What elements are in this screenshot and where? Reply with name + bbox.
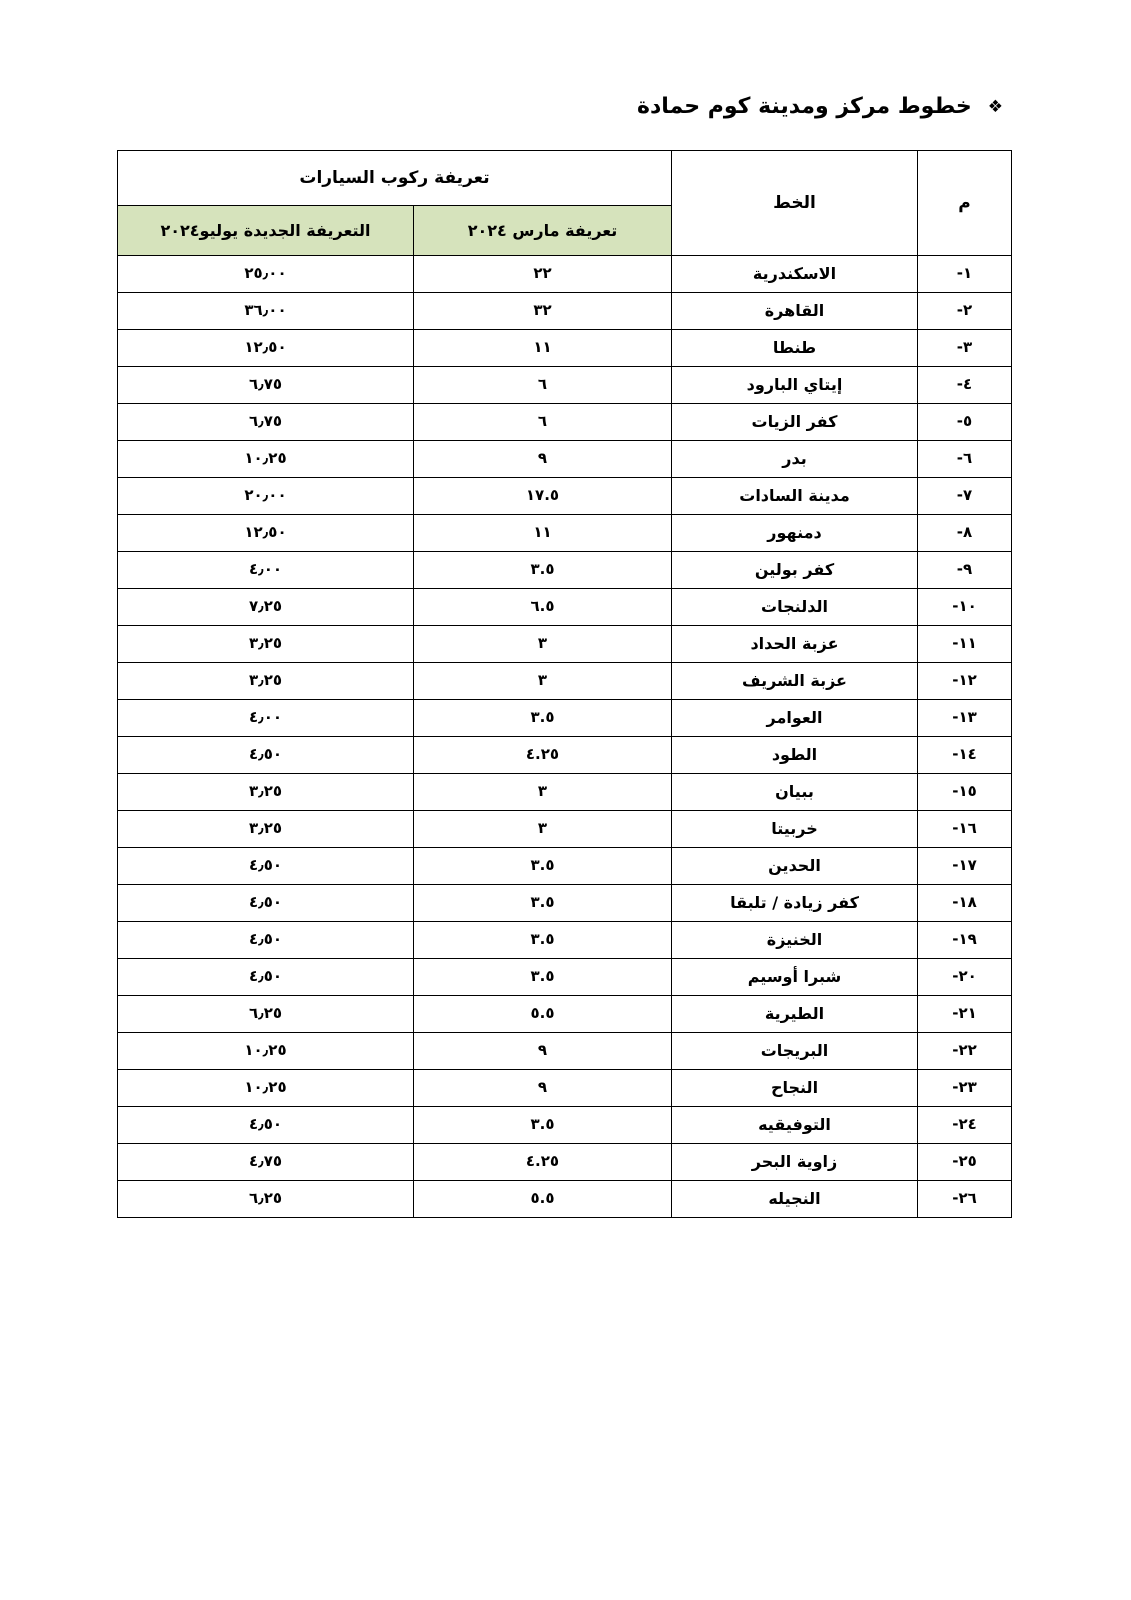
new-july-2024-fare: ٣٦٫٠٠ bbox=[117, 293, 413, 330]
table-row bbox=[117, 626, 1011, 663]
march-2024-fare: ٩ bbox=[414, 1070, 672, 1107]
new-july-2024-fare: ٦٫٢٥ bbox=[117, 996, 413, 1033]
march-2024-fare: ٣.٥ bbox=[414, 1107, 672, 1144]
line-name: إيتاي البارود bbox=[672, 367, 918, 404]
row-number: ١٠- bbox=[918, 589, 1012, 626]
march-2024-fare: ٣.٥ bbox=[414, 885, 672, 922]
new-july-2024-fare: ٤٫٥٠ bbox=[117, 959, 413, 996]
row-number: ١- bbox=[918, 256, 1012, 293]
table-row bbox=[117, 293, 1011, 330]
diamond-bullet-icon: ❖ bbox=[987, 97, 1003, 117]
new-july-2024-fare: ٤٫٥٠ bbox=[117, 848, 413, 885]
row-number: ١٢- bbox=[918, 663, 1012, 700]
table-row bbox=[117, 1033, 1011, 1070]
row-number: ١٤- bbox=[918, 737, 1012, 774]
new-july-2024-fare: ٤٫٥٠ bbox=[117, 1107, 413, 1144]
new-july-2024-fare: ٣٫٢٥ bbox=[117, 811, 413, 848]
march-2024-fare: ٣.٥ bbox=[414, 922, 672, 959]
row-number: ١٦- bbox=[918, 811, 1012, 848]
row-number: ٢٦- bbox=[918, 1181, 1012, 1218]
row-number: ٤- bbox=[918, 367, 1012, 404]
fare-table bbox=[117, 150, 1012, 1218]
new-july-2024-fare: ٣٫٢٥ bbox=[117, 626, 413, 663]
line-name: الحدين bbox=[672, 848, 918, 885]
table-row bbox=[117, 330, 1011, 367]
new-july-2024-fare: ١٢٫٥٠ bbox=[117, 515, 413, 552]
table-row bbox=[117, 774, 1011, 811]
march-2024-fare: ٤.٢٥ bbox=[414, 1144, 672, 1181]
new-july-2024-fare: ٤٫٥٠ bbox=[117, 885, 413, 922]
new-july-2024-fare: ٤٫٥٠ bbox=[117, 737, 413, 774]
march-2024-fare: ٣.٥ bbox=[414, 959, 672, 996]
table-row bbox=[117, 478, 1011, 515]
new-july-2024-fare: ١٠٫٢٥ bbox=[117, 1033, 413, 1070]
line-name: خربيتا bbox=[672, 811, 918, 848]
new-july-2024-fare: ٦٫٧٥ bbox=[117, 367, 413, 404]
line-name: طنطا bbox=[672, 330, 918, 367]
march-2024-fare: ٥.٥ bbox=[414, 1181, 672, 1218]
table-row bbox=[117, 1070, 1011, 1107]
table-row bbox=[117, 1107, 1011, 1144]
march-2024-fare: ١١ bbox=[414, 515, 672, 552]
table-row bbox=[117, 367, 1011, 404]
table-row bbox=[117, 700, 1011, 737]
line-name: ببيان bbox=[672, 774, 918, 811]
march-2024-fare: ٣ bbox=[414, 811, 672, 848]
table-row bbox=[117, 885, 1011, 922]
new-july-2024-fare: ٦٫٢٥ bbox=[117, 1181, 413, 1218]
line-name: الاسكندرية bbox=[672, 256, 918, 293]
march-2024-fare: ٤.٢٥ bbox=[414, 737, 672, 774]
header-line: الخط bbox=[672, 151, 918, 256]
table-row bbox=[117, 996, 1011, 1033]
row-number: ١٨- bbox=[918, 885, 1012, 922]
row-number: ٨- bbox=[918, 515, 1012, 552]
line-name: التوفيقيه bbox=[672, 1107, 918, 1144]
row-number: ١١- bbox=[918, 626, 1012, 663]
march-2024-fare: ٣ bbox=[414, 663, 672, 700]
header-new-july-2024: التعريفة الجديدة يوليو٢٠٢٤ bbox=[117, 206, 413, 256]
page-title-text: خطوط مركز ومدينة كوم حمادة bbox=[636, 94, 972, 119]
march-2024-fare: ٣٢ bbox=[414, 293, 672, 330]
table-row bbox=[117, 404, 1011, 441]
line-name: كفر الزيات bbox=[672, 404, 918, 441]
line-name: الدلنجات bbox=[672, 589, 918, 626]
march-2024-fare: ٣ bbox=[414, 774, 672, 811]
row-number: ٢٣- bbox=[918, 1070, 1012, 1107]
new-july-2024-fare: ٤٫٥٠ bbox=[117, 922, 413, 959]
page-title bbox=[637, 94, 1003, 119]
line-name: عزبة الشريف bbox=[672, 663, 918, 700]
row-number: ٢- bbox=[918, 293, 1012, 330]
new-july-2024-fare: ٤٫٧٥ bbox=[117, 1144, 413, 1181]
line-name: زاوية البحر bbox=[672, 1144, 918, 1181]
march-2024-fare: ١١ bbox=[414, 330, 672, 367]
new-july-2024-fare: ٤٫٠٠ bbox=[117, 552, 413, 589]
march-2024-fare: ٦.٥ bbox=[414, 589, 672, 626]
line-name: الطيرية bbox=[672, 996, 918, 1033]
march-2024-fare: ١٧.٥ bbox=[414, 478, 672, 515]
row-number: ٢١- bbox=[918, 996, 1012, 1033]
header-num: م bbox=[918, 151, 1012, 256]
line-name: النجاح bbox=[672, 1070, 918, 1107]
fare-table-body bbox=[117, 256, 1011, 1218]
fare-table-header bbox=[117, 151, 1011, 256]
line-name: كفر بولين bbox=[672, 552, 918, 589]
header-row-group bbox=[117, 151, 1011, 206]
table-row bbox=[117, 663, 1011, 700]
table-row bbox=[117, 959, 1011, 996]
march-2024-fare: ٣.٥ bbox=[414, 848, 672, 885]
line-name: كفر زيادة / تلبقا bbox=[672, 885, 918, 922]
march-2024-fare: ٦ bbox=[414, 367, 672, 404]
new-july-2024-fare: ٤٫٠٠ bbox=[117, 700, 413, 737]
table-row bbox=[117, 922, 1011, 959]
new-july-2024-fare: ٢٥٫٠٠ bbox=[117, 256, 413, 293]
row-number: ١٣- bbox=[918, 700, 1012, 737]
line-name: القاهرة bbox=[672, 293, 918, 330]
row-number: ٣- bbox=[918, 330, 1012, 367]
new-july-2024-fare: ١٠٫٢٥ bbox=[117, 441, 413, 478]
march-2024-fare: ٩ bbox=[414, 1033, 672, 1070]
row-number: ١٥- bbox=[918, 774, 1012, 811]
new-july-2024-fare: ٣٫٢٥ bbox=[117, 663, 413, 700]
march-2024-fare: ٥.٥ bbox=[414, 996, 672, 1033]
line-name: بدر bbox=[672, 441, 918, 478]
new-july-2024-fare: ٢٠٫٠٠ bbox=[117, 478, 413, 515]
table-row bbox=[117, 811, 1011, 848]
row-number: ٢٤- bbox=[918, 1107, 1012, 1144]
table-row bbox=[117, 737, 1011, 774]
march-2024-fare: ٦ bbox=[414, 404, 672, 441]
march-2024-fare: ٣.٥ bbox=[414, 700, 672, 737]
new-july-2024-fare: ١٢٫٥٠ bbox=[117, 330, 413, 367]
line-name: الطود bbox=[672, 737, 918, 774]
march-2024-fare: ٩ bbox=[414, 441, 672, 478]
new-july-2024-fare: ١٠٫٢٥ bbox=[117, 1070, 413, 1107]
line-name: مدينة السادات bbox=[672, 478, 918, 515]
line-name: العوامر bbox=[672, 700, 918, 737]
line-name: الخنيزة bbox=[672, 922, 918, 959]
row-number: ٢٠- bbox=[918, 959, 1012, 996]
line-name: النجيله bbox=[672, 1181, 918, 1218]
row-number: ٢٢- bbox=[918, 1033, 1012, 1070]
row-number: ١٩- bbox=[918, 922, 1012, 959]
table-row bbox=[117, 1144, 1011, 1181]
row-number: ١٧- bbox=[918, 848, 1012, 885]
new-july-2024-fare: ٣٫٢٥ bbox=[117, 774, 413, 811]
line-name: شبرا أوسيم bbox=[672, 959, 918, 996]
header-march-2024: تعريفة مارس ٢٠٢٤ bbox=[414, 206, 672, 256]
row-number: ٧- bbox=[918, 478, 1012, 515]
table-row bbox=[117, 589, 1011, 626]
row-number: ٢٥- bbox=[918, 1144, 1012, 1181]
march-2024-fare: ٣.٥ bbox=[414, 552, 672, 589]
row-number: ٩- bbox=[918, 552, 1012, 589]
line-name: دمنهور bbox=[672, 515, 918, 552]
row-number: ٥- bbox=[918, 404, 1012, 441]
table-row bbox=[117, 1181, 1011, 1218]
line-name: البريجات bbox=[672, 1033, 918, 1070]
march-2024-fare: ٣ bbox=[414, 626, 672, 663]
march-2024-fare: ٢٢ bbox=[414, 256, 672, 293]
table-row bbox=[117, 552, 1011, 589]
table-row bbox=[117, 256, 1011, 293]
table-row bbox=[117, 848, 1011, 885]
new-july-2024-fare: ٦٫٧٥ bbox=[117, 404, 413, 441]
table-row bbox=[117, 441, 1011, 478]
line-name: عزبة الحداد bbox=[672, 626, 918, 663]
table-row bbox=[117, 515, 1011, 552]
row-number: ٦- bbox=[918, 441, 1012, 478]
new-july-2024-fare: ٧٫٢٥ bbox=[117, 589, 413, 626]
header-tariff-group: تعريفة ركوب السيارات bbox=[117, 151, 671, 206]
